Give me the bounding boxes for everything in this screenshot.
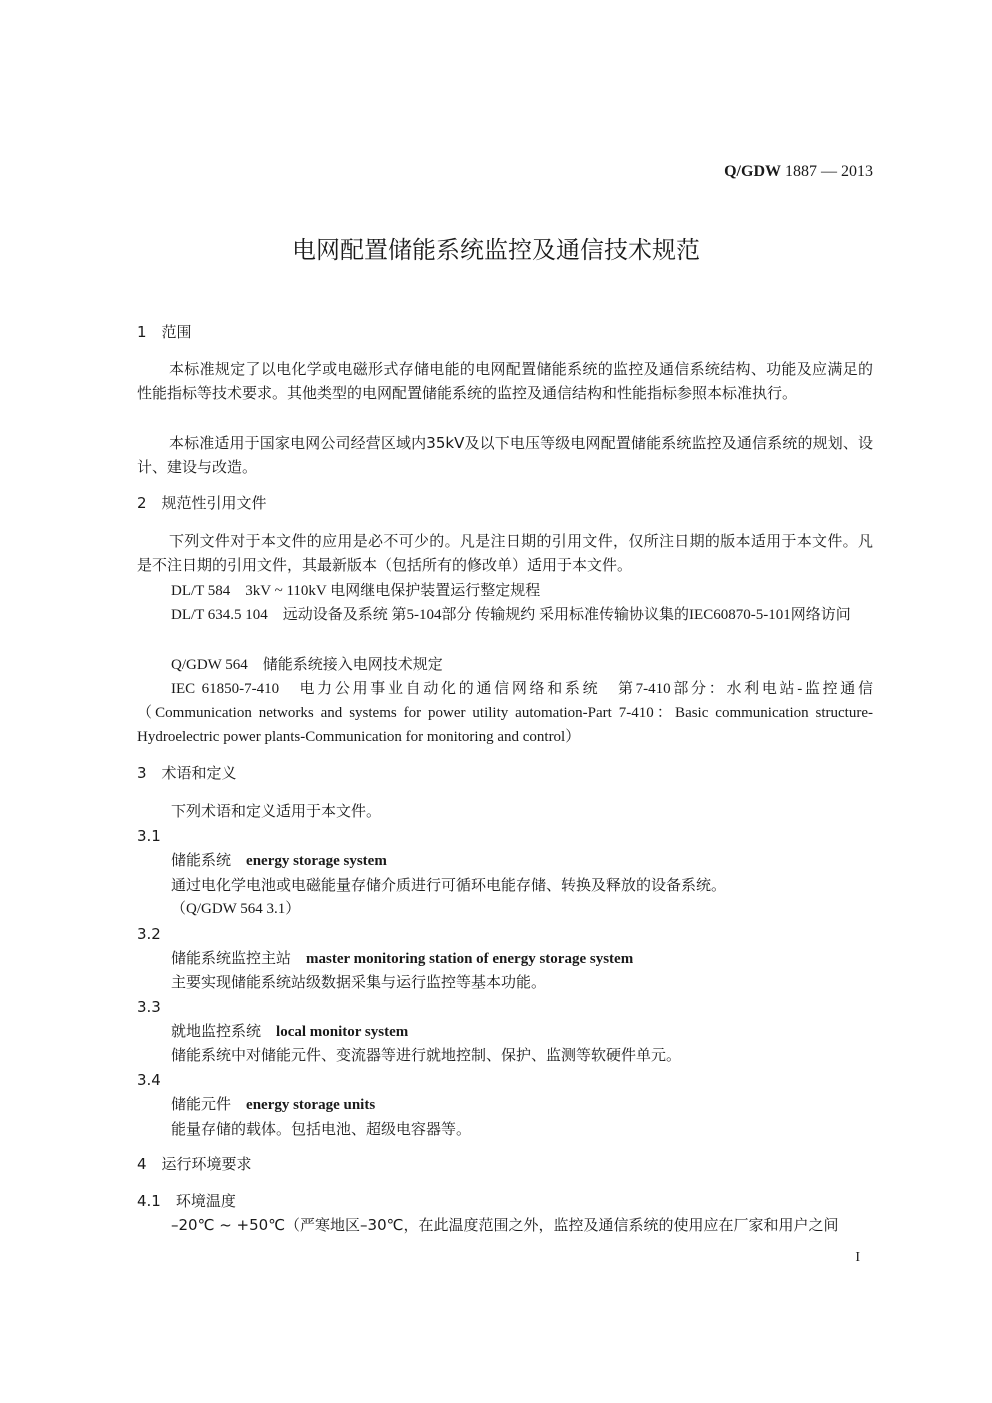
term-definition: 储能系统中对储能元件、变流器等进行就地控制、保护、监测等软硬件单元。: [171, 1046, 682, 1064]
section-1-heading: 1 范围: [137, 323, 192, 341]
term-chinese: 储能系统监控主站: [171, 949, 292, 967]
term-english: energy storage units: [246, 1097, 376, 1113]
section-1-paragraph-1: 本标准规定了以电化学或电磁形式存储电能的电网配置储能系统的监控及通信系统结构、功能及应满足的性能指标等技术要求。其他类型的电网配置储能系统的监控及通信结构和性能指标参照本标准执行。: [137, 360, 873, 402]
section-3-heading: 3 术语和定义: [137, 764, 237, 782]
term-definition: 主要实现储能系统站级数据采集与运行监控等基本功能。: [171, 973, 547, 991]
term-chinese: 储能系统: [171, 851, 232, 869]
term-english: energy storage system: [246, 853, 387, 869]
term-title: [171, 848, 387, 873]
term-number: 3.4: [137, 1071, 161, 1089]
term-source: （Q/GDW 564 3.1）: [171, 901, 301, 917]
section-4-1-heading: 4.1 环境温度: [137, 1192, 236, 1210]
term-title: [171, 946, 633, 971]
term-chinese: 就地监控系统: [171, 1022, 262, 1040]
term-number: 3.3: [137, 998, 161, 1016]
term-english: master monitoring station of energy storage system: [306, 951, 634, 967]
reference-1: DL/T 584 3kV ~ 110kV 电网继电保护装置运行整定规程: [171, 583, 541, 599]
reference-2: DL/T 634.5 104 远动设备及系统 第5-104部分 传输规约 采用标准传输协议集的IEC60870-5-101网络访问: [171, 607, 851, 623]
term-title: [171, 1092, 375, 1117]
section-3-intro: 下列术语和定义适用于本文件。: [171, 802, 382, 820]
page-number: I: [855, 1250, 860, 1265]
standard-number: Q/GDW 1887 — 2013: [724, 163, 873, 180]
reference-3: Q/GDW 564 储能系统接入电网技术规定: [171, 657, 443, 673]
section-4-heading: 4 运行环境要求: [137, 1155, 252, 1173]
term-number: 3.2: [137, 925, 161, 943]
term-chinese: 储能元件: [171, 1095, 232, 1113]
term-number: 3.1: [137, 827, 161, 845]
document-title: 电网配置储能系统监控及通信技术规范: [292, 236, 700, 264]
section-2-intro: 下列文件对于本文件的应用是必不可少的。凡是注日期的引用文件，仅所注日期的版本适用于本文件。凡是不注日期的引用文件，其最新版本（包括所有的修改单）适用于本文件。: [137, 532, 873, 574]
section-4-1-paragraph: –20℃ ~ +50℃（严寒地区–30℃，在此温度范围之外，监控及通信系统的使用应在厂家和用户之间: [171, 1216, 839, 1234]
section-1-paragraph-2: 本标准适用于国家电网公司经营区域内35kV及以下电压等级电网配置储能系统监控及通信系统的规划、设计、建设与改造。: [137, 434, 873, 476]
reference-4: IEC 61850-7-410 电力公用事业自动化的通信网络和系统 第7-410部分：水利电站-监控通信（Communication networks and systems for power utility automation-Part 7-410：Basic communication structure-Hydroelectric power plants-Communication for monitoring and control）: [137, 681, 873, 745]
term-definition: 通过电化学电池或电磁能量存储介质进行可循环电能存储、转换及释放的设备系统。: [171, 876, 727, 894]
term-definition: 能量存储的载体。包括电池、超级电容器等。: [171, 1120, 472, 1138]
term-english: local monitor system: [276, 1024, 409, 1040]
section-2-heading: 2 规范性引用文件: [137, 494, 267, 512]
term-title: [171, 1019, 408, 1044]
